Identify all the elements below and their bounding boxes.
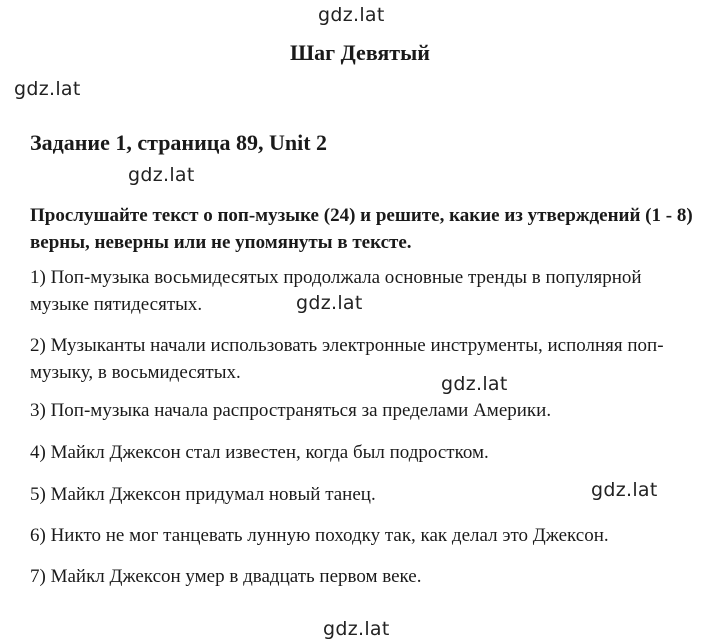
task-instruction: Прослушайте текст о поп-музыке (24) и решите, какие из утверждений (1 - 8) верны, неверны или не упомянуты в тексте.: [30, 205, 693, 253]
watermark: gdz.lat: [296, 292, 363, 314]
statement-item: 6) Никто не мог танцевать лунную походку так, как делал это Джексон.: [30, 525, 609, 546]
statement-item: 1) Поп-музыка восьмидесятых продолжала основные тренды в популярной музыке пятидесятых.: [30, 267, 642, 315]
task-heading: Задание 1, страница 89, Unit 2: [30, 130, 328, 155]
watermark: gdz.lat: [128, 164, 195, 186]
watermark: gdz.lat: [441, 373, 508, 395]
watermark: gdz.lat: [318, 4, 385, 26]
statement-item: 3) Поп-музыка начала распространяться за пределами Америки.: [30, 400, 552, 421]
statement-item: 4) Майкл Джексон стал известен, когда был подростком.: [30, 442, 489, 463]
page-title: Шаг Девятый: [290, 40, 430, 65]
statement-item: 5) Майкл Джексон придумал новый танец.: [30, 484, 376, 505]
statement-item: 2) Музыканты начали использовать электронные инструменты, исполняя поп-музыку, в восьмидесятых.: [30, 335, 664, 383]
watermark: gdz.lat: [323, 618, 390, 640]
statement-item: 7) Майкл Джексон умер в двадцать первом веке.: [30, 566, 422, 587]
watermark: gdz.lat: [14, 78, 81, 100]
watermark: gdz.lat: [591, 479, 658, 501]
